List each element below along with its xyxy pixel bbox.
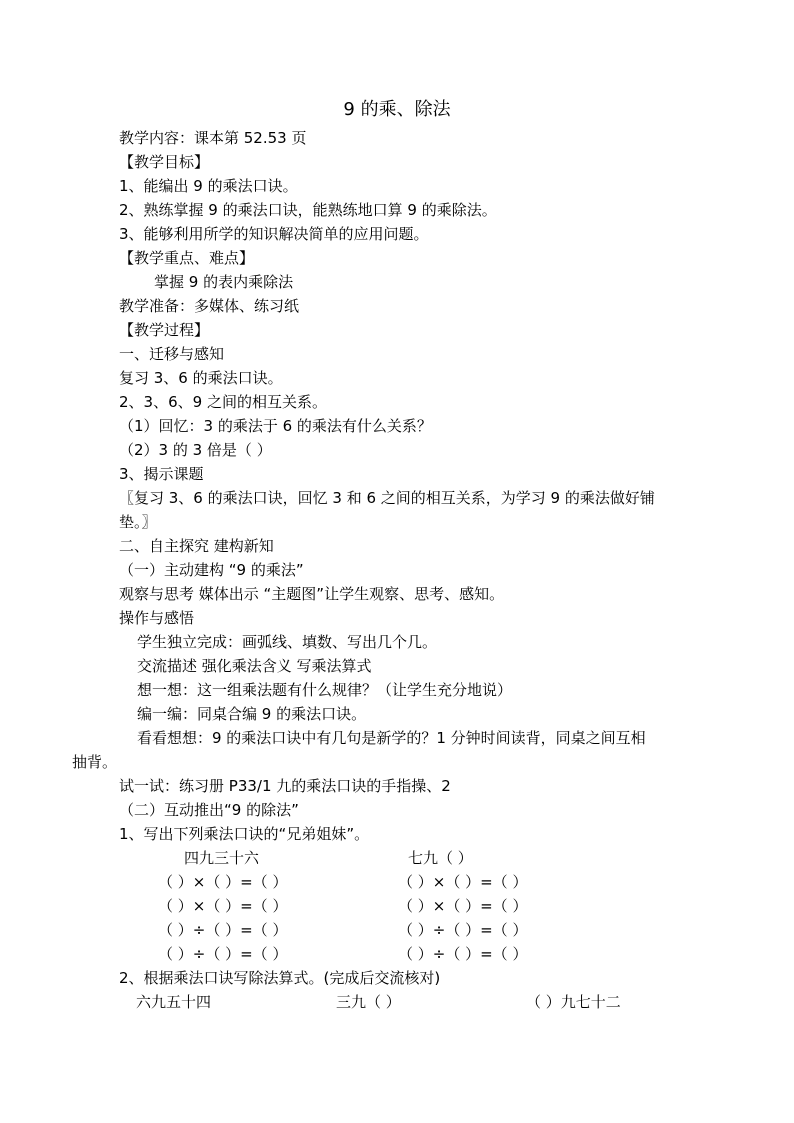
exercise1-left-row: （ ）÷（ ）=（ ）	[158, 921, 288, 939]
content-line: 交流描述 强化乘法含义 写乘法算式	[137, 657, 372, 675]
exercise2-heading: 2、根据乘法口诀写除法算式。(完成后交流核对)	[119, 969, 441, 987]
exercise1-left-row: （ ）÷（ ）=（ ）	[158, 945, 288, 963]
content-line: 2、3、6、9 之间的相互关系。	[119, 393, 327, 411]
exercise1-right-row: （ ）×（ ）=（ ）	[398, 873, 528, 891]
content-line: 〖复习 3、6 的乘法口诀，回忆 3 和 6 之间的相互关系，为学习 9 的乘法做好铺	[119, 489, 655, 507]
content-line: 看看想想：9 的乘法口诀中有几句是新学的？1 分钟时间读背，同桌之间互相	[137, 729, 646, 747]
content-line: （2）3 的 3 倍是（ ）	[119, 441, 272, 459]
content-line: 观察与思考 媒体出示 “主题图”让学生观察、思考、感知。	[119, 585, 505, 603]
content-line: 1、能编出 9 的乘法口诀。	[119, 177, 298, 195]
exercise1-right-row: （ ）÷（ ）=（ ）	[398, 921, 528, 939]
exercise2-item: 三九（ ）	[336, 993, 401, 1011]
exercise1-left-row: （ ）×（ ）=（ ）	[158, 897, 288, 915]
exercise1-right-heading: 七九（ ）	[408, 849, 473, 867]
content-line: 抽背。	[72, 753, 118, 771]
content-line: 教学内容：课本第 52.53 页	[119, 129, 307, 147]
exercise2-item: （ ）九七十二	[526, 993, 621, 1011]
exercise1-right-row: （ ）×（ ）=（ ）	[398, 897, 528, 915]
page-title: 9 的乘、除法	[343, 99, 451, 120]
content-line: 垫。〗	[119, 513, 157, 531]
content-line: 3、揭示课题	[119, 465, 204, 483]
section-heading: 【教学目标】	[119, 153, 210, 171]
content-line: 操作与感悟	[119, 609, 195, 627]
content-line: 教学准备：多媒体、练习纸	[119, 297, 300, 315]
content-line: （1）回忆：3 的乘法于 6 的乘法有什么关系？	[119, 417, 432, 435]
content-line: 一、迁移与感知	[119, 345, 225, 363]
content-line: 编一编：同桌合编 9 的乘法口诀。	[137, 705, 367, 723]
content-line: 3、能够利用所学的知识解决简单的应用问题。	[119, 225, 429, 243]
content-line: 掌握 9 的表内乘除法	[154, 273, 294, 291]
content-line: 想一想：这一组乘法题有什么规律？（让学生充分地说）	[137, 681, 513, 699]
content-line: 复习 3、6 的乘法口诀。	[119, 369, 283, 387]
section-heading: 【教学过程】	[119, 321, 210, 339]
exercise2-item: 六九五十四	[136, 993, 212, 1011]
content-line: （一）主动建构 “9 的乘法”	[119, 561, 304, 579]
content-line: （二）互动推出“9 的除法”	[119, 801, 299, 819]
content-line: 2、熟练掌握 9 的乘法口诀，能熟练地口算 9 的乘除法。	[119, 201, 497, 219]
content-line: 二、自主探究 建构新知	[119, 537, 274, 555]
exercise1-left-heading: 四九三十六	[184, 849, 260, 867]
section-heading: 【教学重点、难点】	[119, 249, 255, 267]
exercise1-left-row: （ ）×（ ）=（ ）	[158, 873, 288, 891]
content-line: 1、写出下列乘法口诀的“兄弟姐妹”。	[119, 825, 370, 843]
exercise1-right-row: （ ）÷（ ）=（ ）	[398, 945, 528, 963]
content-line: 试一试：练习册 P33/1 九的乘法口诀的手指操、2	[119, 777, 451, 795]
content-line: 学生独立完成：画弧线、填数、写出几个几。	[137, 633, 438, 651]
